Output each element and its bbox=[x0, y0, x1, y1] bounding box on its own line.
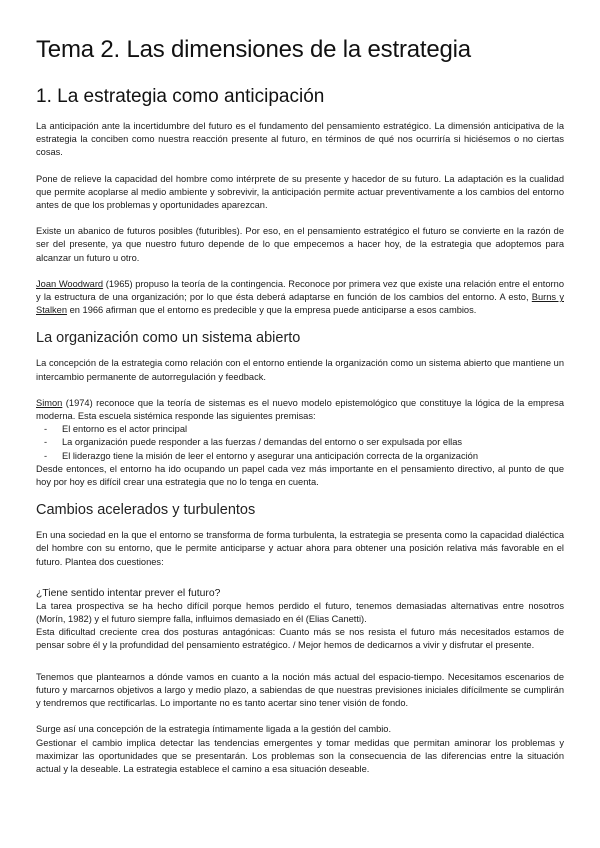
list-item: - El entorno es el actor principal bbox=[36, 423, 564, 436]
author-reference: Burns y Stalken bbox=[36, 292, 564, 316]
author-reference: Joan Woodward bbox=[36, 278, 104, 289]
section-heading-sistema-abierto: La organización como un sistema abierto bbox=[36, 330, 301, 347]
document-page bbox=[36, 36, 564, 789]
question-subheading: ¿Tiene sentido intentar prever el futuro? bbox=[36, 587, 221, 599]
paragraph: Pone de relieve la capacidad del hombre como intérprete de su presente y hacedor de su futuro. La adaptación es la cualidad que permite acoplarse al medio ambiente y sobrevivir, la anticipación permite actuar preventivamente a los cambios del entorno antes de que los problemas y oportunidades aparezcan. bbox=[36, 173, 564, 211]
paragraph-woodward bbox=[36, 278, 564, 318]
premises-list bbox=[36, 423, 564, 463]
paragraph: Existe un abanico de futuros posibles (futuribles). Por eso, en el pensamiento estratégico el futuro se convierte en la razón de ser del presente, ya que nuestro futuro depende de lo que empecemos a hacer hoy, de la estrategia que adoptemos para alcanzar un futuro u otro. bbox=[36, 226, 564, 263]
author-reference: Simon bbox=[36, 397, 63, 408]
paragraph: La tarea prospectiva se ha hecho difícil porque hemos perdido el futuro, tenemos demasiadas alternativas entre nosotros (Morín, 1982) y el futuro siempre falla, influimos demasiado en él (Elias Canetti). bbox=[36, 600, 564, 625]
paragraph: Surge así una concepción de la estrategia íntimamente ligada a la gestión del cambio. bbox=[36, 724, 392, 735]
paragraph: Desde entonces, el entorno ha ido ocupando un papel cada vez más importante en el pensamiento directivo, al punto de que hoy por hoy es difícil crear una estrategia que no lo tenga en cuenta. bbox=[36, 463, 564, 488]
paragraph-text: en 1966 afirman que el entorno es predecible y que la empresa puede anticiparse a esos cambios. bbox=[67, 305, 477, 316]
paragraph: En una sociedad en la que el entorno se transforma de forma turbulenta, la estrategia se presenta como la capacidad dialéctica del hombre con su entorno, que le permite anticiparse y actuar ahora para obtener una posición relativa más favorable en el futuro. Plantea dos cuestiones: bbox=[36, 530, 564, 567]
paragraph: La concepción de la estrategia como relación con el entorno entiende la organización como un sistema abierto que mantiene un intercambio permanente de autorregulación y feedback. bbox=[36, 358, 564, 382]
paragraph: Esta dificultad creciente crea dos posturas antagónicas: Cuanto más se nos resista el futuro más necesitados estamos de pensar sobre él y la profundidad del pensamiento estratégico. / Mejor hemos de dedicarnos a vivir y disfrutar el presente. bbox=[36, 627, 564, 651]
section-heading-cambios: Cambios acelerados y turbulentos bbox=[36, 502, 256, 519]
paragraph: Gestionar el cambio implica detectar las tendencias emergentes y tomar medidas que permitan aminorar los problemas y maximizar las oportunidades que se presentarán. Los problemas son la consecuencia de las diferencias entre la situación actual y la deseable. La estrategia establece el camino a esa situación deseable. bbox=[36, 737, 564, 774]
list-item: - El liderazgo tiene la misión de leer el entorno y asegurar una anticipación correcta de la organización bbox=[36, 450, 564, 463]
paragraph: Tenemos que plantearnos a dónde vamos en cuanto a la noción más actual del espacio-tiempo. Necesitamos escenarios de futuro y marcarnos objetivos a largo y medio plazo, a sabiendas de que nuestras previsiones iniciales difícilmente se cumplirán y tendremos que rectificarlas. Lo importante no es tanto acertar sino tener visión de fondo. bbox=[36, 671, 564, 709]
section-heading-anticipacion: 1. La estrategia como anticipación bbox=[36, 86, 325, 107]
paragraph-text: (1974) reconoce que la teoría de sistemas es el nuevo modelo epistemológico que constituye la lógica de la empresa moderna. Esta escuela sistémica responde las siguientes premisas: bbox=[36, 397, 564, 422]
paragraph-simon bbox=[36, 397, 564, 423]
document-title: Tema 2. Las dimensiones de la estrategia bbox=[36, 36, 471, 63]
paragraph: La anticipación ante la incertidumbre del futuro es el fundamento del pensamiento estratégico. La dimensión anticipativa de la estrategia la conciben como nuestra reacción presente al futuro, en términos de qué nos ocurriría si hiciésemos o no ciertas cosas. bbox=[36, 121, 564, 158]
list-item: - La organización puede responder a las fuerzas / demandas del entorno o ser expulsada por ellas bbox=[36, 436, 564, 449]
paragraph-text: (1965) propuso la teoría de la contingencia. Reconoce por primera vez que existe una relación entre el entorno y la estructura de una organización; por lo que ésta deberá adaptarse en función de los cambios del entorno. A esto, bbox=[36, 278, 564, 303]
